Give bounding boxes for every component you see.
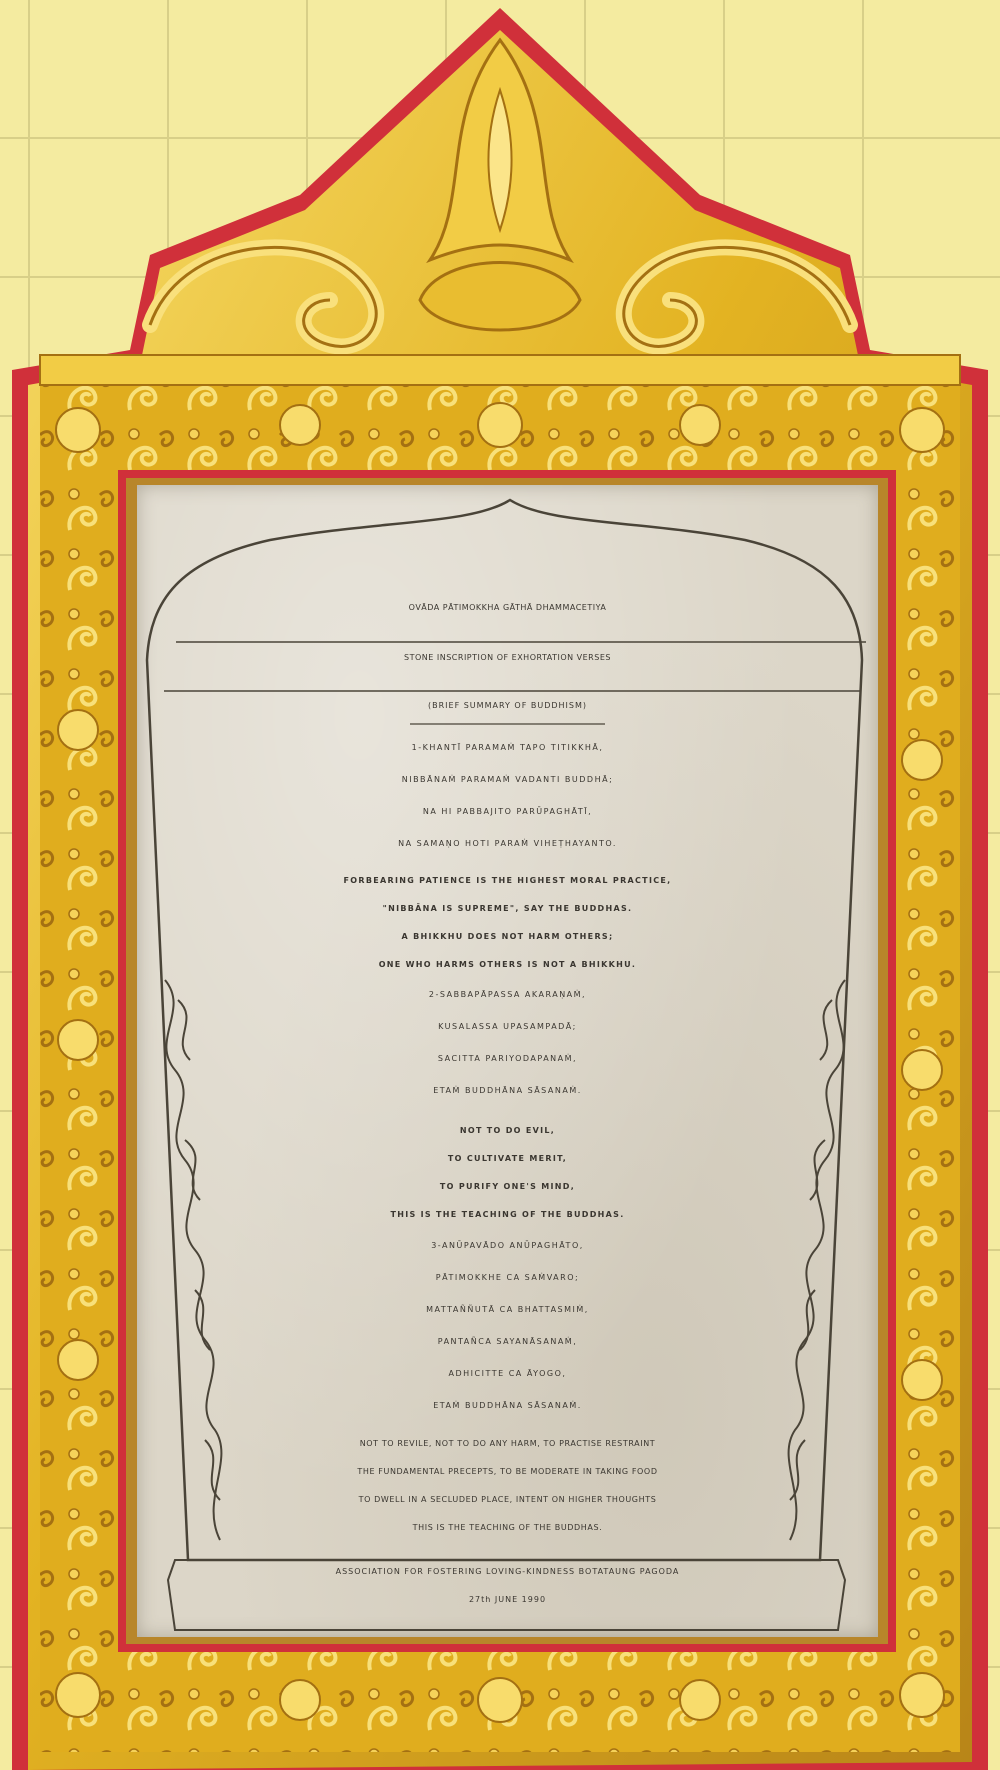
subtitle: (BRIEF SUMMARY OF BUDDHISM) [428, 701, 587, 710]
title-line-2: STONE INSCRIPTION OF EXHORTATION VERSES [404, 653, 611, 662]
verse-3-pali-line: 3-ANŪPAVĀDO ANŪPAGHĀTO, [431, 1241, 584, 1250]
verse-1-english-line: "NIBBĀNA IS SUPREME", SAY THE BUDDHAS. [382, 904, 633, 913]
verse-1-pali-line: NIBBĀNAṀ PARAMAṀ VADANTI BUDDHĀ; [401, 775, 614, 784]
verse-3-pali-line: ETAṀ BUDDHĀNA SĀSANAṀ. [433, 1401, 582, 1410]
verse-3-pali-line: MATTAÑÑUTĀ CA BHATTASMIṀ, [426, 1305, 589, 1314]
verse-2-pali-line: 2-SABBAPĀPASSA AKARAṆAṀ, [428, 990, 587, 999]
footer-date: 27th JUNE 1990 [468, 1595, 547, 1604]
verse-1-english-line: FORBEARING PATIENCE IS THE HIGHEST MORAL PRACTICE, [343, 876, 672, 885]
verse-3-english-line: THE FUNDAMENTAL PRECEPTS, TO BE MODERATE IN TAKING FOOD [357, 1467, 658, 1476]
verse-2-english-line: TO PURIFY ONE'S MIND, [439, 1182, 576, 1191]
footer-association: ASSOCIATION FOR FOSTERING LOVING-KINDNESS BOTATAUNG PAGODA [335, 1567, 680, 1576]
verse-2-pali-line: SACITTA PARIYODAPANAṀ, [437, 1054, 578, 1063]
verse-3-pali-line: PANTAÑCA SAYANĀSANAṀ, [437, 1337, 578, 1346]
verse-2-pali-line: KUSALASSA UPASAMPADĀ; [438, 1022, 577, 1031]
verse-3-english-line: THIS IS THE TEACHING OF THE BUDDHAS. [412, 1523, 603, 1532]
verse-3-english-line: NOT TO REVILE, NOT TO DO ANY HARM, TO PRACTISE RESTRAINT [359, 1439, 656, 1448]
verse-3-pali-line: PĀTIMOKKHE CA SAṀVARO; [435, 1273, 580, 1282]
verse-2-english-line: THIS IS THE TEACHING OF THE BUDDHAS. [390, 1210, 625, 1219]
verse-3-pali-line: ADHICITTE CA ĀYOGO, [448, 1369, 567, 1378]
verse-1-english-line: ONE WHO HARMS OTHERS IS NOT A BHIKKHU. [378, 960, 637, 969]
verse-2-pali-line: ETAṀ BUDDHĀNA SĀSANAṀ. [433, 1086, 582, 1095]
verse-3-english-line: TO DWELL IN A SECLUDED PLACE, INTENT ON HIGHER THOUGHTS [358, 1495, 657, 1504]
verse-1-pali-line: NA SAMAṆO HOTI PARAṀ VIHEṬHAYANTO. [398, 839, 617, 848]
verse-1-english-line: A BHIKKHU DOES NOT HARM OTHERS; [401, 932, 614, 941]
verse-2-english-line: NOT TO DO EVIL, [459, 1126, 556, 1135]
verse-2-english-line: TO CULTIVATE MERIT, [447, 1154, 568, 1163]
inscription [137, 485, 878, 1637]
verse-1-pali-line: 1-KHANTĪ PARAMAṀ TAPO TITIKKHĀ, [411, 743, 604, 752]
verse-1-pali-line: NA HI PABBAJITO PARŪPAGHĀTĪ, [422, 807, 593, 816]
title-line-1: OVĀDA PĀTIMOKKHA GĀTHĀ DHAMMACETIYA [408, 603, 607, 612]
